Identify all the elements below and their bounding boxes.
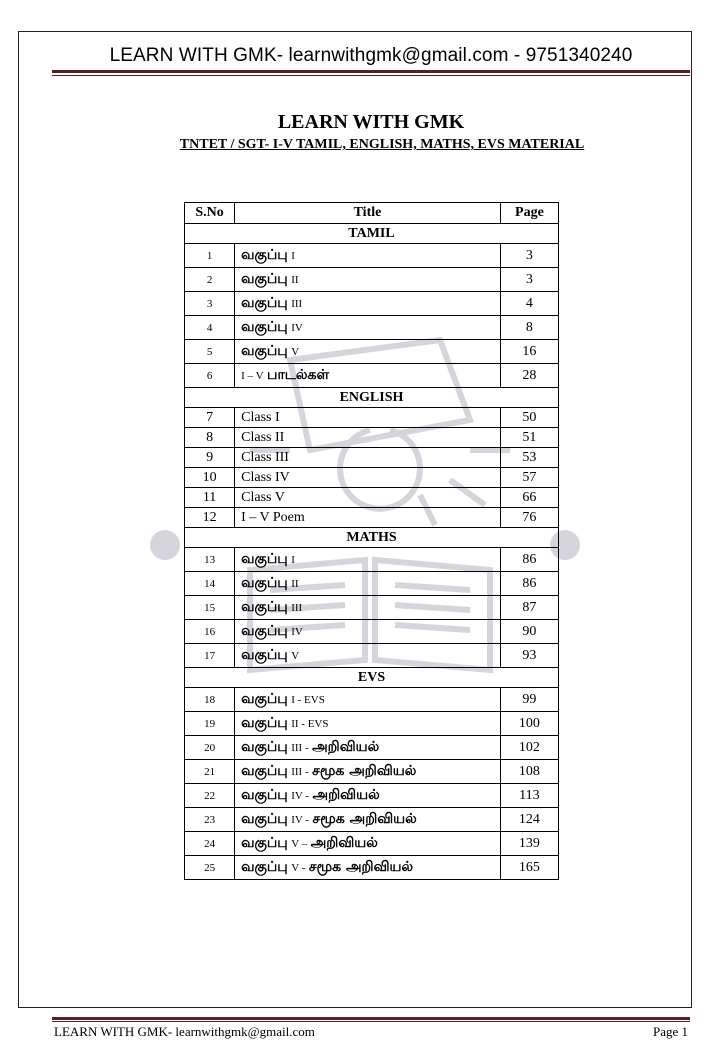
row-title-suffix: IV bbox=[291, 321, 303, 334]
row-page: 3 bbox=[500, 244, 558, 268]
table-row bbox=[185, 468, 559, 488]
row-page: 53 bbox=[500, 448, 558, 468]
row-title-suffix: II - EVS bbox=[291, 717, 329, 730]
row-number: 5 bbox=[185, 340, 235, 364]
row-title bbox=[235, 808, 501, 832]
row-page: 86 bbox=[500, 572, 558, 596]
row-page: 57 bbox=[500, 468, 558, 488]
row-title-tamil: வகுப்பு bbox=[241, 574, 288, 591]
row-page: 93 bbox=[500, 644, 558, 668]
footer-rule-thin bbox=[52, 1021, 690, 1022]
row-title-text: Class II bbox=[241, 429, 285, 445]
contents-table bbox=[184, 202, 559, 880]
row-title-suffix: IV - bbox=[291, 789, 310, 802]
row-page: 28 bbox=[500, 364, 558, 388]
row-title bbox=[235, 596, 501, 620]
row-number: 15 bbox=[185, 596, 235, 620]
table-row bbox=[185, 448, 559, 468]
table-row bbox=[185, 408, 559, 428]
row-title bbox=[235, 448, 501, 468]
row-page: 90 bbox=[500, 620, 558, 644]
table-row bbox=[185, 268, 559, 292]
row-title-tamil-subject: சமூக அறிவியல் bbox=[312, 762, 417, 779]
row-title-text: Class IV bbox=[241, 469, 290, 485]
row-page: 124 bbox=[500, 808, 558, 832]
row-number: 10 bbox=[185, 468, 235, 488]
row-number: 25 bbox=[185, 856, 235, 880]
table-row bbox=[185, 736, 559, 760]
header-rule-thin bbox=[52, 75, 690, 76]
row-number: 3 bbox=[185, 292, 235, 316]
row-number: 11 bbox=[185, 488, 235, 508]
row-title bbox=[235, 856, 501, 880]
page-footer: LEARN WITH GMK- learnwithgmk@gmail.com bbox=[54, 1024, 315, 1039]
row-title-tamil: வகுப்பு bbox=[241, 270, 288, 287]
row-title bbox=[235, 488, 501, 508]
row-title-tamil: வகுப்பு bbox=[241, 246, 288, 263]
row-page: 102 bbox=[500, 736, 558, 760]
row-title-text: I – V Poem bbox=[241, 509, 305, 525]
row-page: 139 bbox=[500, 832, 558, 856]
row-title bbox=[235, 364, 501, 388]
row-title-text: Class III bbox=[241, 449, 289, 465]
row-title-tamil-subject: சமூக அறிவியல் bbox=[312, 810, 417, 827]
row-title-suffix: I bbox=[291, 249, 295, 262]
row-title bbox=[235, 548, 501, 572]
table-row bbox=[185, 688, 559, 712]
row-title-prefix: I – V bbox=[241, 369, 264, 382]
row-number: 12 bbox=[185, 508, 235, 528]
row-title-suffix: I - EVS bbox=[291, 693, 325, 706]
row-title-tamil-subject: அறிவியல் bbox=[312, 738, 380, 755]
table-row bbox=[185, 808, 559, 832]
section-row bbox=[185, 668, 559, 688]
row-title-tamil: வகுப்பு bbox=[241, 622, 288, 639]
header-rule-thick bbox=[52, 70, 690, 73]
row-page: 113 bbox=[500, 784, 558, 808]
row-title-text: Class I bbox=[241, 409, 280, 425]
row-title-tamil: வகுப்பு bbox=[241, 738, 288, 755]
row-title-suffix: II bbox=[291, 273, 299, 286]
row-title-tamil: வகுப்பு bbox=[241, 834, 288, 851]
row-number: 18 bbox=[185, 688, 235, 712]
row-title-suffix: V bbox=[291, 649, 300, 662]
row-page: 108 bbox=[500, 760, 558, 784]
table-row bbox=[185, 508, 559, 528]
row-title-tamil: வகுப்பு bbox=[241, 762, 288, 779]
table-row bbox=[185, 644, 559, 668]
row-page: 3 bbox=[500, 268, 558, 292]
table-row bbox=[185, 784, 559, 808]
row-title bbox=[235, 316, 501, 340]
row-page: 16 bbox=[500, 340, 558, 364]
table-row bbox=[185, 488, 559, 508]
row-page: 165 bbox=[500, 856, 558, 880]
row-number: 22 bbox=[185, 784, 235, 808]
row-title bbox=[235, 832, 501, 856]
table-row bbox=[185, 856, 559, 880]
footer-rule-thick bbox=[52, 1017, 690, 1020]
row-number: 6 bbox=[185, 364, 235, 388]
section-row bbox=[185, 388, 559, 408]
row-number: 20 bbox=[185, 736, 235, 760]
row-title-suffix: II bbox=[291, 577, 299, 590]
row-title bbox=[235, 428, 501, 448]
row-title-suffix: I bbox=[291, 553, 295, 566]
row-number: 19 bbox=[185, 712, 235, 736]
row-number: 23 bbox=[185, 808, 235, 832]
row-number: 13 bbox=[185, 548, 235, 572]
page-header: LEARN WITH GMK- learnwithgmk@gmail.com - 9751340240 bbox=[109, 45, 633, 66]
table-row bbox=[185, 832, 559, 856]
table-row bbox=[185, 596, 559, 620]
row-title-suffix: III bbox=[291, 601, 303, 614]
table-row bbox=[185, 292, 559, 316]
row-title-tamil: வகுப்பு bbox=[241, 858, 288, 875]
row-page: 4 bbox=[500, 292, 558, 316]
page-number: Page 1 bbox=[652, 1024, 688, 1039]
row-page: 87 bbox=[500, 596, 558, 620]
row-title bbox=[235, 292, 501, 316]
row-title-tamil: வகுப்பு bbox=[241, 786, 288, 803]
table-row bbox=[185, 364, 559, 388]
table-row bbox=[185, 244, 559, 268]
table-row bbox=[185, 316, 559, 340]
row-title-tamil: வகுப்பு bbox=[241, 342, 288, 359]
table-row bbox=[185, 712, 559, 736]
row-number: 14 bbox=[185, 572, 235, 596]
row-number: 24 bbox=[185, 832, 235, 856]
row-title-tamil: வகுப்பு bbox=[241, 294, 288, 311]
row-page: 76 bbox=[500, 508, 558, 528]
row-title-tamil: வகுப்பு bbox=[241, 714, 288, 731]
section-heading: MATHS bbox=[185, 528, 559, 548]
row-title-tamil-subject: அறிவியல் bbox=[310, 834, 378, 851]
row-title-tamil: வகுப்பு bbox=[241, 318, 288, 335]
row-title-suffix: IV - bbox=[291, 813, 310, 826]
header-title: Title bbox=[235, 203, 501, 224]
row-title-tamil-subject: சமூக அறிவியல் bbox=[308, 858, 414, 875]
row-number: 7 bbox=[185, 408, 235, 428]
header-page: Page bbox=[500, 203, 558, 224]
row-page: 51 bbox=[500, 428, 558, 448]
document-subtitle: TNTET / SGT- I-V TAMIL, ENGLISH, MATHS, EVS MATERIAL bbox=[179, 137, 585, 152]
row-title-suffix: V – bbox=[291, 837, 308, 850]
table-row bbox=[185, 620, 559, 644]
row-title-suffix: III - bbox=[291, 741, 309, 754]
document-title: LEARN WITH GMK bbox=[277, 111, 465, 133]
row-title bbox=[235, 468, 501, 488]
row-number: 16 bbox=[185, 620, 235, 644]
row-title bbox=[235, 712, 501, 736]
row-page: 50 bbox=[500, 408, 558, 428]
row-title-suffix: IV bbox=[291, 625, 303, 638]
section-row bbox=[185, 224, 559, 244]
row-title-tamil-subject: அறிவியல் bbox=[312, 786, 380, 803]
row-title bbox=[235, 644, 501, 668]
row-title-tamil: வகுப்பு bbox=[241, 598, 288, 615]
row-title-suffix: III - bbox=[291, 765, 309, 778]
row-number: 9 bbox=[185, 448, 235, 468]
section-row bbox=[185, 528, 559, 548]
row-title bbox=[235, 508, 501, 528]
section-heading: EVS bbox=[185, 668, 559, 688]
row-title-tamil: வகுப்பு bbox=[241, 690, 288, 707]
row-title bbox=[235, 340, 501, 364]
row-number: 21 bbox=[185, 760, 235, 784]
row-page: 66 bbox=[500, 488, 558, 508]
row-title bbox=[235, 244, 501, 268]
row-title bbox=[235, 620, 501, 644]
row-number: 8 bbox=[185, 428, 235, 448]
row-number: 4 bbox=[185, 316, 235, 340]
row-title bbox=[235, 688, 501, 712]
row-page: 100 bbox=[500, 712, 558, 736]
section-heading: TAMIL bbox=[185, 224, 559, 244]
table-row bbox=[185, 760, 559, 784]
row-title-tamil: பாடல்கள் bbox=[267, 366, 330, 383]
row-page: 99 bbox=[500, 688, 558, 712]
table-row bbox=[185, 572, 559, 596]
row-page: 8 bbox=[500, 316, 558, 340]
table-row bbox=[185, 340, 559, 364]
row-title-suffix: V bbox=[291, 345, 300, 358]
row-number: 17 bbox=[185, 644, 235, 668]
table-row bbox=[185, 548, 559, 572]
row-title-tamil: வகுப்பு bbox=[241, 550, 288, 567]
row-title bbox=[235, 736, 501, 760]
row-title-text: Class V bbox=[241, 489, 285, 505]
row-title-suffix: V - bbox=[291, 861, 306, 874]
row-page: 86 bbox=[500, 548, 558, 572]
row-number: 1 bbox=[185, 244, 235, 268]
section-heading: ENGLISH bbox=[185, 388, 559, 408]
row-title-suffix: III bbox=[291, 297, 303, 310]
row-title bbox=[235, 784, 501, 808]
row-title bbox=[235, 760, 501, 784]
row-title bbox=[235, 408, 501, 428]
row-title bbox=[235, 268, 501, 292]
table-row bbox=[185, 428, 559, 448]
row-title-tamil: வகுப்பு bbox=[241, 646, 288, 663]
row-title-tamil: வகுப்பு bbox=[241, 810, 288, 827]
row-number: 2 bbox=[185, 268, 235, 292]
row-title bbox=[235, 572, 501, 596]
header-sno: S.No bbox=[185, 203, 235, 224]
